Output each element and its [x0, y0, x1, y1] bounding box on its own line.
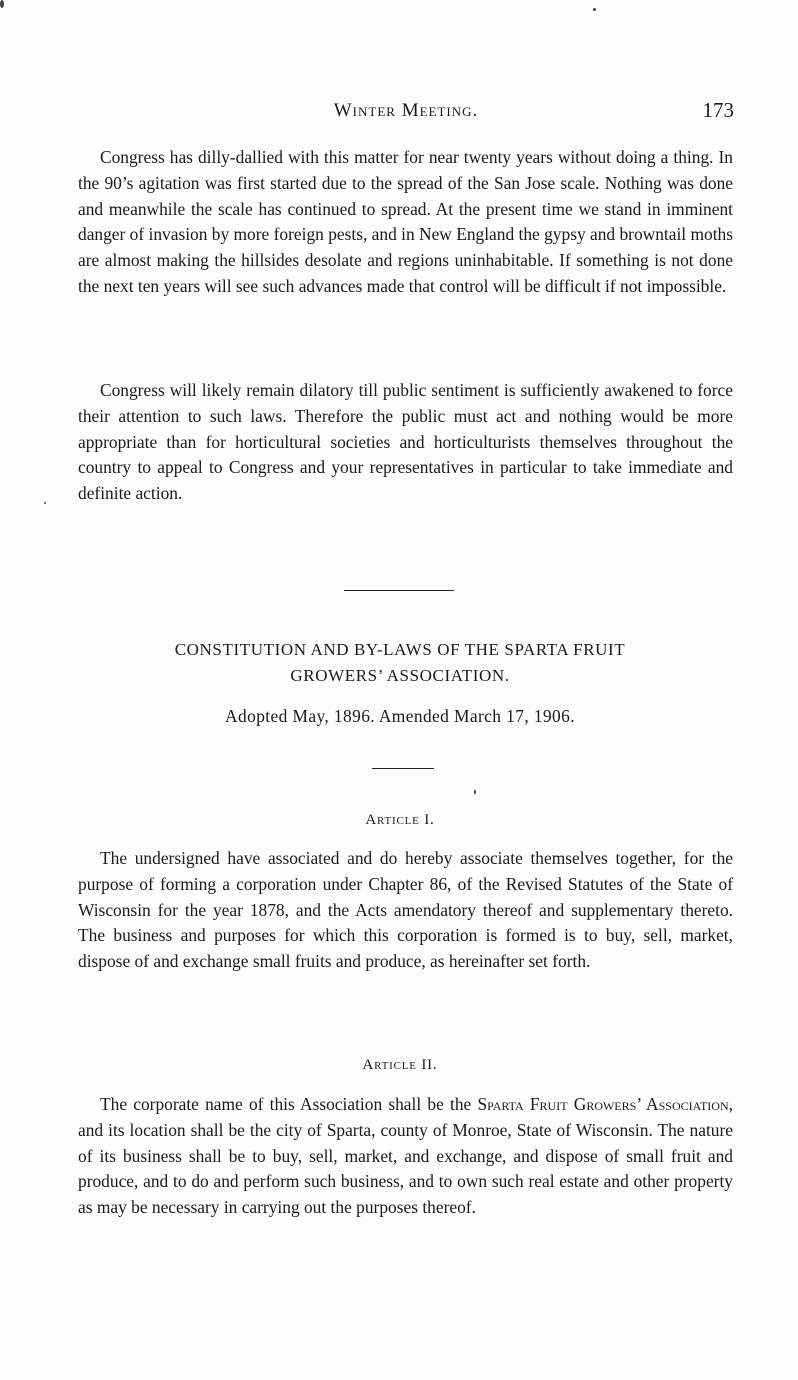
article-2-heading: Article II.: [362, 1057, 438, 1073]
scan-speck: [593, 8, 596, 11]
scan-speck: [474, 790, 476, 794]
association-name: Sparta Fruit Growers’ Association: [477, 1094, 729, 1114]
paragraph-congress-delay: Congress has dilly-dallied with this matter for near twenty years without doing a thing. In the 90’s agitation was first started due to the spread of the San Jose scale. Nothing was done and meanwhile the scale has continued to spread. At the present time we stand in imminent danger of invasion by more foreign pests, and in New England the gypsy and browntail moths are almost making the hillsides desolate and regions uninhabitable. If something is not done the next ten years will see such advances made that control will be difficult if not impossible.: [78, 147, 733, 296]
paragraph-public-action: Congress will likely remain dilatory till public sentiment is sufficiently awakened to force their attention to such laws. Therefore the public must act and nothing would be more appropriate than for horticultural societies and horticulturists themselves throughout the country to appeal to Congress and your representatives in particular to take immediate and definite action.: [78, 380, 733, 504]
article-1-heading: Article I.: [365, 812, 435, 828]
constitution-title-line2: GROWERS’ ASSOCIATION.: [290, 666, 510, 685]
short-divider: [372, 768, 434, 769]
scan-speck: [0, 0, 4, 8]
article-1-text: The undersigned have associated and do hereby associate themselves together, for the purpose of forming a corporation under Chapter 86, of the Revised Statutes of the State of Wisconsin for the year 1878, and the Acts amendatory thereof and supplementary thereto. The business and purposes for which this corporation is formed is to buy, sell, market, dispose of and exchange small fruits and produce, as hereinafter set forth.: [78, 848, 733, 972]
article-2-text-after: , and its location shall be the city of Sparta, county of Monroe, State of Wisconsin. The nature of its business shall be to buy, sell, market, and exchange, and dispose of small fruit and produce, and to do and perform such business, and to own such real estate and other property as may be necessary in carrying out the purposes thereof.: [78, 1094, 733, 1218]
running-head: [78, 98, 734, 130]
section-divider: [344, 590, 454, 591]
adoption-dates: Adopted May, 1896. Amended March 17, 1906.: [225, 706, 575, 726]
running-title: Winter Meeting.: [333, 100, 479, 121]
constitution-title-line1: CONSTITUTION AND BY-LAWS OF THE SPARTA FRUIT: [174, 640, 626, 659]
article-2-text-before: The corporate name of this Association shall be the: [100, 1094, 478, 1114]
scan-speck: [44, 502, 46, 504]
page-number: 173: [702, 98, 734, 122]
article-2-text: [78, 1092, 733, 1221]
